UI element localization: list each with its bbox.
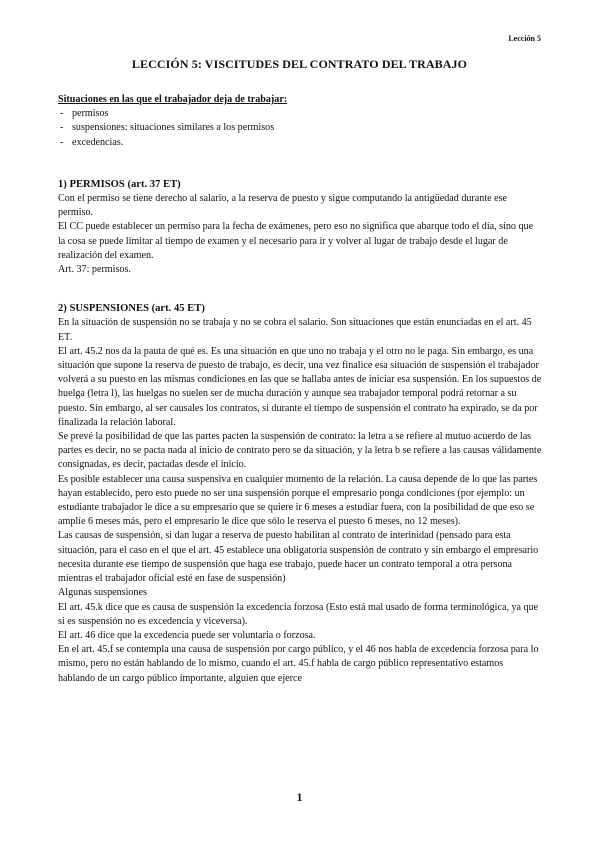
intro-heading: Situaciones en las que el trabajador deja de trabajar: — [58, 94, 288, 105]
paragraph: Con el permiso se tiene derecho al salario, a la reserva de puesto y sigue computando la antigüedad durante ese permiso. — [58, 193, 508, 219]
list-item: - permisos — [58, 107, 542, 121]
section-heading-permisos: 1) PERMISOS (art. 37 ET) — [58, 178, 181, 190]
paragraph: Es posible establecer una causa suspensiva en cualquier momento de la relación. La causa depende de lo que las partes hayan establecido, pero esto puede no ser una suspensión porque el empresario ponga condiciones (por ejemplo: un estudiante trabajador le dice a su empresario que se quiere ir 6 meses a estudiar fuera, con la posibilidad de que eso se amplíe 6 meses más, pero el empresario le dice que sólo le reserva el puesto 6 meses, no 12 meses). — [58, 473, 538, 528]
list-item: - suspensiones: situaciones similares a los permisos — [58, 121, 542, 135]
document-body — [58, 93, 542, 686]
paragraph: Art. 37: permisos. — [58, 264, 131, 276]
page-title: LECCIÓN 5: VISCITUDES DEL CONTRATO DEL TRABAJO — [131, 57, 468, 71]
paragraph: El art. 46 dice que la excedencia puede ser voluntaria o forzosa. — [58, 629, 316, 641]
running-header: Lección 5 — [508, 34, 541, 43]
paragraph: Las causas de suspensión, si dan lugar a reserva de puesto habilitan al contrato de interinidad (pensado para esta situación, para el caso en el que el art. 45 establece una obligatoria suspensión de contrato y sin embargo el empresario necesita durante ese tiempo de suspensión que haga ese trabajo, puede hacer un contrato temporal a otra persona mientras el trabajador oficial esté en fase de suspensión) — [58, 530, 539, 585]
paragraph: En el art. 45.f se contempla una causa de suspensión por cargo público, y el 46 nos habla de excedencia forzosa para lo mismo, pero no están hablando de lo mismo, cuando el art. 45.f habla de cargo público representativo estamos hablando de un cargo público importante, alguien que ejerce — [58, 644, 539, 684]
paragraph: Algunas suspensiones — [58, 587, 147, 599]
list-item: - excedencias. — [58, 136, 542, 150]
page-number: 1 — [296, 790, 303, 804]
paragraph: El art. 45.2 nos da la pauta de qué es. Es una situación en que uno no trabaja y el otro no le paga. Sin embargo, es una situación que supone la reserva de puesto de trabajo, es decir, una vez finalice esa situación de suspensión el trabajador volverá a su puesto en las mismas condiciones en las que se hallaba antes de iniciar esa suspensión. En los supuestos de huelga (letra l), las huelgas no suelen ser de mucha duración y aunque sea trabajador temporal podrá retornar a su puesto. Sin embargo, al ser causales los contratos, si durante el tiempo de suspensión el contrato ha expirado, se da por finalizada la relación laboral. — [58, 345, 542, 428]
paragraph: Se prevé la posibilidad de que las partes pacten la suspensión de contrato: la letra a se refiere al mutuo acuerdo de las partes es decir, no se pacta nada al inicio de contrato pero se da situación, y la letra b se refiere a las causas válidamente consignadas, es decir, pactadas desde el inicio. — [58, 431, 542, 471]
section-heading-suspensiones: 2) SUSPENSIONES (art. 45 ET) — [58, 303, 205, 315]
paragraph: El art. 45.k dice que es causa de suspensión la excedencia forzosa (Esto está mal usado de forma terminológica, ya que si es suspensión no es excedencia y viceversa). — [58, 601, 539, 627]
paragraph: El CC puede establecer un permiso para la fecha de exámenes, pero eso no significa que abarque todo el día, sino que la cosa se puede limitar al tiempo de examen y el necesario para ir y volver al lugar de trabajo desde el lugar de realización del examen. — [58, 221, 534, 261]
paragraph: En la situación de suspensión no se trabaja y no se cobra el salario. Son situaciones que están enunciadas en el art. 45 ET. — [58, 317, 532, 343]
intro-list — [58, 107, 542, 150]
